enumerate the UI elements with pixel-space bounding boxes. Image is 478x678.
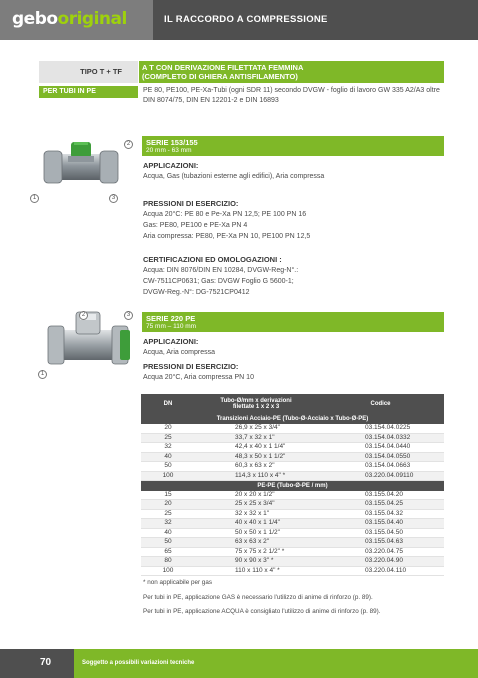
callout-2: 2 (79, 311, 88, 320)
cell-dn: 25 (141, 433, 195, 443)
brand-logo: gebooriginal (12, 9, 127, 29)
fitting-photo-serie-220 (42, 308, 134, 370)
note-gas: Per tubi in PE, applicazione GAS è necessario l'utilizzo di anime di rinforzo (p. 89). (143, 594, 373, 601)
footer-bar (0, 649, 478, 678)
cell-code: 03.155.04.50 (317, 528, 444, 538)
certificazioni-line: Acqua: DIN 8076/DIN EN 10284, DVGW-Reg-N°.: (143, 267, 299, 274)
product-title-line1: A T CON DERIVAZIONE FILETTATA FEMMINA (142, 63, 304, 72)
pressioni-text: Acqua 20°C, Aria compressa PN 10 (143, 374, 254, 381)
pe-label: PER TUBI IN PE (39, 86, 138, 98)
cell-tube: 26,9 x 25 x 3/4" (195, 424, 317, 433)
serie-153-applicazioni (143, 160, 443, 182)
cell-code: 03.155.04.20 (317, 491, 444, 500)
cell-tube: 60,3 x 63 x 2" (195, 462, 317, 472)
applicazioni-heading: APPLICAZIONI: (143, 161, 199, 170)
cell-dn: 100 (141, 471, 195, 481)
table-row (141, 443, 444, 453)
cell-dn: 32 (141, 519, 195, 529)
cell-tube: 90 x 90 x 3" * (195, 557, 317, 567)
table-row (141, 491, 444, 500)
cell-code: 03.220.04.09110 (317, 471, 444, 481)
serie-153-range: 20 mm - 63 mm (146, 147, 192, 154)
cell-dn: 40 (141, 528, 195, 538)
pressioni-heading: PRESSIONI DI ESERCIZIO: (143, 199, 239, 208)
callout-3: 3 (124, 311, 133, 320)
callout-3: 3 (109, 194, 118, 203)
group-label: PE-PE (Tubo-Ø-PE / mm) (141, 481, 444, 491)
tipo-label: TIPO T + TF (80, 67, 122, 76)
serie-220-header (142, 312, 444, 332)
table-row (141, 462, 444, 472)
serie-153-header (142, 136, 444, 156)
cell-tube: 42,4 x 40 x 1 1/4" (195, 443, 317, 453)
certificazioni-line: DVGW-Reg.-N°: DG-7521CP0412 (143, 289, 250, 296)
table-row (141, 433, 444, 443)
pressioni-line: Acqua 20°C: PE 80 e Pe-Xa PN 12,5; PE 100 PN 16 (143, 211, 307, 218)
fitting-photo-serie-153 (38, 140, 138, 200)
table-row (141, 500, 444, 510)
table-row (141, 509, 444, 519)
applicazioni-heading: APPLICAZIONI: (143, 337, 199, 346)
serie-153-certificazioni (143, 254, 443, 298)
product-title-box (139, 61, 444, 83)
applicazioni-text: Acqua, Gas (tubazioni esterne agli edifici), Aria compressa (143, 173, 325, 180)
serie-220-title: SERIE 220 PE (146, 314, 196, 323)
cell-code: 03.154.04.0225 (317, 424, 444, 433)
cell-code: 03.154.04.0332 (317, 433, 444, 443)
cell-tube: 48,3 x 50 x 1 1/2" (195, 452, 317, 462)
cell-dn: 80 (141, 557, 195, 567)
serie-153-title: SERIE 153/155 (146, 138, 198, 147)
cell-dn: 50 (141, 462, 195, 472)
note-not-for-gas: * non applicabile per gas (143, 579, 212, 586)
pressioni-heading: PRESSIONI DI ESERCIZIO: (143, 362, 239, 371)
cell-code: 03.220.04.90 (317, 557, 444, 567)
cell-code: 03.220.04.110 (317, 566, 444, 576)
callout-2: 2 (124, 140, 133, 149)
cell-dn: 20 (141, 500, 195, 510)
cell-code: 03.155.04.25 (317, 500, 444, 510)
cell-dn: 20 (141, 424, 195, 433)
serie-220-range: 75 mm – 110 mm (146, 323, 197, 330)
col-header-tube: Tubo-Ø/mm x derivazioni filettate 1 x 2 x 3 (195, 394, 317, 414)
serie-153-pressioni (143, 198, 443, 242)
callout-1: 1 (30, 194, 39, 203)
cell-code: 03.154.04.0440 (317, 443, 444, 453)
footer-disclaimer: Soggetto a possibili variazioni tecniche (82, 660, 195, 666)
table-group-header (141, 414, 444, 424)
page-number-box (0, 649, 74, 678)
table-row (141, 471, 444, 481)
cell-tube: 110 x 110 x 4" * (195, 566, 317, 576)
cell-tube: 75 x 75 x 2 1/2" * (195, 547, 317, 557)
page-title: IL RACCORDO A COMPRESSIONE (164, 14, 328, 25)
product-title-line2: (COMPLETO DI GHIERA ANTISFILAMENTO) (142, 72, 298, 81)
table-group-header (141, 481, 444, 491)
cell-dn: 32 (141, 443, 195, 453)
cell-code: 03.155.04.32 (317, 509, 444, 519)
callout-1: 1 (38, 370, 47, 379)
cell-tube: 63 x 63 x 2" (195, 538, 317, 548)
cell-code: 03.155.04.40 (317, 519, 444, 529)
cell-code: 03.154.04.0550 (317, 452, 444, 462)
table-row (141, 566, 444, 576)
cell-dn: 100 (141, 566, 195, 576)
cell-dn: 50 (141, 538, 195, 548)
product-table (141, 394, 444, 576)
col-header-code: Codice (317, 394, 444, 414)
serie-220-pressioni (143, 361, 443, 383)
cell-tube: 32 x 32 x 1" (195, 509, 317, 519)
col-header-dn: DN (141, 394, 195, 414)
pressioni-line: Gas: PE80, PE100 e PE-Xa PN 4 (143, 222, 248, 229)
table-row (141, 557, 444, 567)
certificazioni-line: CW-7511CP0631; Gas: DVGW Foglio G 5600-1; (143, 278, 294, 285)
table-row (141, 424, 444, 433)
table-row (141, 452, 444, 462)
cell-code: 03.154.04.0663 (317, 462, 444, 472)
tipo-label-box (39, 61, 138, 83)
note-water: Per tubi in PE, applicazione ACQUA è consigliato l'utilizzo di anime di rinforzo (p. 89). (143, 608, 381, 615)
cell-dn: 40 (141, 452, 195, 462)
cell-tube: 25 x 25 x 3/4" (195, 500, 317, 510)
cell-dn: 15 (141, 491, 195, 500)
cell-code: 03.220.04.75 (317, 547, 444, 557)
table-row (141, 519, 444, 529)
table-row (141, 547, 444, 557)
header-bar (0, 0, 478, 40)
pe-description: PE 80, PE100, PE-Xa-Tubi (ogni SDR 11) secondo DVGW - foglio di lavoro GW 335 A2/A3 oltre DIN 8074/75, DIN EN 12201-2 e DIN 16893 (143, 87, 440, 104)
cell-dn: 65 (141, 547, 195, 557)
serie-220-applicazioni (143, 336, 443, 358)
pressioni-line: Aria compressa: PE80, PE-Xa PN 10, PE100 PN 12,5 (143, 233, 311, 240)
cell-tube: 40 x 40 x 1 1/4" (195, 519, 317, 529)
certificazioni-heading: CERTIFICAZIONI ED OMOLOGAZIONI : (143, 255, 282, 264)
group-label: Transizioni Acciaio-PE (Tubo-Ø-Acciaio x Tubo-Ø-PE) (141, 414, 444, 424)
brand-box (0, 0, 153, 40)
cell-tube: 20 x 20 x 1/2" (195, 491, 317, 500)
cell-code: 03.155.04.63 (317, 538, 444, 548)
cell-tube: 33,7 x 32 x 1" (195, 433, 317, 443)
page-number: 70 (40, 657, 52, 668)
cell-tube: 114,3 x 110 x 4" * (195, 471, 317, 481)
table-row (141, 528, 444, 538)
cell-dn: 25 (141, 509, 195, 519)
applicazioni-text: Acqua, Aria compressa (143, 349, 215, 356)
cell-tube: 50 x 50 x 1 1/2" (195, 528, 317, 538)
table-row (141, 538, 444, 548)
